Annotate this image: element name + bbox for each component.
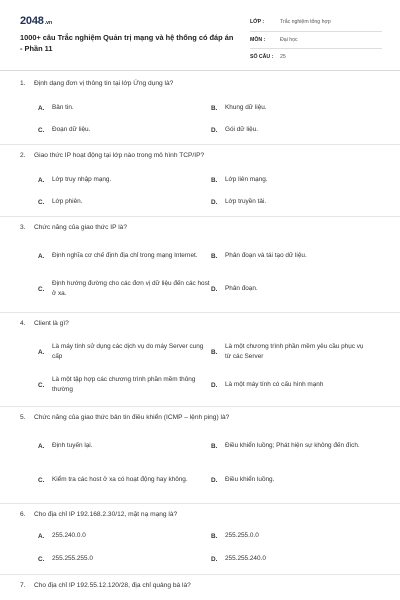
option-c[interactable] <box>38 197 188 207</box>
question-stem: Định dạng đơn vị thông tin tại lớp Ứng dụng là? <box>34 80 174 87</box>
option-text: Là máy tính sử dụng các dịch vụ do máy Server cung cấp <box>52 343 204 360</box>
option-c[interactable] <box>38 468 210 492</box>
question-text <box>20 224 384 231</box>
question-2 <box>20 152 384 206</box>
meta-table <box>250 14 382 66</box>
meta-key: LỚP : <box>250 19 265 26</box>
header-divider <box>0 70 400 71</box>
option-b[interactable] <box>211 175 361 185</box>
question-stem: Cho địa chỉ IP 192.168.2.30/12, mặt nạ mạng là? <box>34 511 178 518</box>
option-text: Đoạn dữ liệu. <box>52 126 91 133</box>
option-a[interactable] <box>38 531 188 541</box>
option-text: Gói dữ liệu. <box>225 126 259 133</box>
option-a[interactable] <box>38 244 210 268</box>
option-letter: D. <box>211 285 218 293</box>
option-text: Điều khiển luồng. <box>225 476 275 483</box>
option-letter: C. <box>38 555 45 563</box>
option-text: 255.255.0.0 <box>225 532 259 539</box>
option-letter: D. <box>211 381 218 389</box>
option-letter: C. <box>38 285 45 293</box>
option-text: Định nghĩa cơ chế định địa chỉ trong mạng Internet. <box>52 252 198 259</box>
question-stem: Client là gì? <box>34 320 69 327</box>
option-text: Lớp liên mạng. <box>225 176 268 183</box>
question-number: 4. <box>20 320 26 327</box>
question-stem: Chức năng của giao thức IP là? <box>34 224 128 231</box>
option-text: Là một chương trình phần mềm yêu cầu phục vụ từ các Server <box>225 343 364 360</box>
meta-row-class <box>250 14 382 32</box>
option-letter: B. <box>211 104 218 112</box>
option-letter: B. <box>211 348 218 356</box>
site-logo[interactable] <box>20 15 52 27</box>
question-number: 1. <box>20 80 26 87</box>
option-a[interactable] <box>38 175 188 185</box>
option-c[interactable] <box>38 554 188 564</box>
question-5 <box>20 414 384 484</box>
question-text <box>20 582 384 589</box>
option-d[interactable] <box>211 197 361 207</box>
question-number: 2. <box>20 152 26 159</box>
meta-value: Đại học <box>280 36 298 43</box>
page-header <box>0 0 400 66</box>
option-letter: C. <box>38 198 45 206</box>
meta-value: 25 <box>280 54 286 61</box>
option-text: Lớp truy nhập mạng. <box>52 176 112 183</box>
question-stem: Cho địa chỉ IP 192.55.12.120/28, địa chỉ quảng bá là? <box>34 582 191 589</box>
option-c[interactable] <box>38 277 210 301</box>
question-6 <box>20 511 384 563</box>
question-divider <box>0 144 400 145</box>
option-letter: A. <box>38 348 45 356</box>
option-text: Lớp truyền tải. <box>225 198 267 205</box>
question-number: 5. <box>20 414 26 421</box>
option-letter: B. <box>211 532 218 540</box>
logo-suffix: .vn <box>44 20 53 26</box>
option-a[interactable] <box>38 340 210 364</box>
option-letter: C. <box>38 126 45 134</box>
option-text: Phân đoạn. <box>225 285 258 292</box>
option-letter: A. <box>38 532 45 540</box>
option-text: Phân đoạn và tái tạo dữ liệu. <box>225 252 307 259</box>
option-letter: A. <box>38 252 45 260</box>
meta-key: SỐ CÂU : <box>250 54 274 61</box>
option-letter: D. <box>211 555 218 563</box>
question-number: 6. <box>20 511 26 518</box>
option-letter: A. <box>38 442 45 450</box>
question-stem: Giao thức IP hoạt động tại lớp nào trong mô hình TCP/IP? <box>34 152 205 159</box>
question-7 <box>20 582 384 589</box>
option-text: 255.255.240.0 <box>225 555 266 562</box>
question-divider <box>0 406 400 407</box>
meta-key: MÔN : <box>250 36 266 43</box>
option-text: 255.255.255.0 <box>52 555 93 562</box>
question-number: 7. <box>20 582 26 589</box>
question-4 <box>20 320 384 393</box>
question-text <box>20 80 384 87</box>
option-b[interactable] <box>211 531 361 541</box>
question-text <box>20 320 384 327</box>
option-d[interactable] <box>211 125 361 135</box>
question-text <box>20 511 384 518</box>
question-divider <box>0 503 400 504</box>
option-text: Là một tập hợp các chương trình phần mềm thông thường <box>52 376 196 393</box>
question-divider <box>0 312 400 313</box>
question-divider <box>0 574 400 575</box>
option-d[interactable] <box>211 554 361 564</box>
option-letter: C. <box>38 381 45 389</box>
option-c[interactable] <box>38 373 210 397</box>
option-b[interactable] <box>211 434 383 458</box>
option-text: 255.240.0.0 <box>52 532 86 539</box>
option-d[interactable] <box>211 277 361 301</box>
option-letter: B. <box>211 176 218 184</box>
option-text: Định tuyến lại. <box>52 442 93 449</box>
option-letter: B. <box>211 252 218 260</box>
option-text: Điều khiển luồng; Phát hiện sự không đến đích. <box>225 442 360 449</box>
document-title: 1000+ câu Trắc nghiệm Quản trị mạng và hệ thống có đáp án - Phần 11 <box>20 33 234 53</box>
option-b[interactable] <box>211 103 361 113</box>
option-a[interactable] <box>38 434 210 458</box>
meta-row-subject <box>250 32 382 50</box>
option-d[interactable] <box>211 373 371 397</box>
option-text: Định hướng đường cho các đơn vị dữ liệu đến các host ở xa. <box>52 280 210 297</box>
option-text: Lớp phiên. <box>52 198 83 205</box>
option-letter: A. <box>38 176 45 184</box>
meta-value: Trắc nghiệm tổng hợp <box>280 19 331 26</box>
question-divider <box>0 216 400 217</box>
question-3 <box>20 224 384 297</box>
option-text: Kiểm tra các host ở xa có hoạt động hay không. <box>52 476 188 483</box>
option-c[interactable] <box>38 125 188 135</box>
question-1 <box>20 80 384 134</box>
option-letter: A. <box>38 104 45 112</box>
option-letter: C. <box>38 476 45 484</box>
option-text: Là một máy tính có cấu hình mạnh <box>225 381 324 388</box>
option-letter: B. <box>211 442 218 450</box>
option-text: Khung dữ liệu. <box>225 104 267 111</box>
option-b[interactable] <box>211 244 361 268</box>
option-letter: D. <box>211 476 218 484</box>
logo-text: 2048 <box>20 15 44 27</box>
option-a[interactable] <box>38 103 188 113</box>
option-letter: D. <box>211 198 218 206</box>
question-stem: Chức năng của giao thức bản tin điều khiển (ICMP – lệnh ping) là? <box>34 414 230 421</box>
option-b[interactable] <box>211 340 371 364</box>
question-text <box>20 414 384 421</box>
meta-row-count <box>250 49 382 66</box>
question-number: 3. <box>20 224 26 231</box>
option-letter: D. <box>211 126 218 134</box>
question-text <box>20 152 384 159</box>
option-d[interactable] <box>211 468 383 492</box>
option-text: Bản tin. <box>52 104 74 111</box>
